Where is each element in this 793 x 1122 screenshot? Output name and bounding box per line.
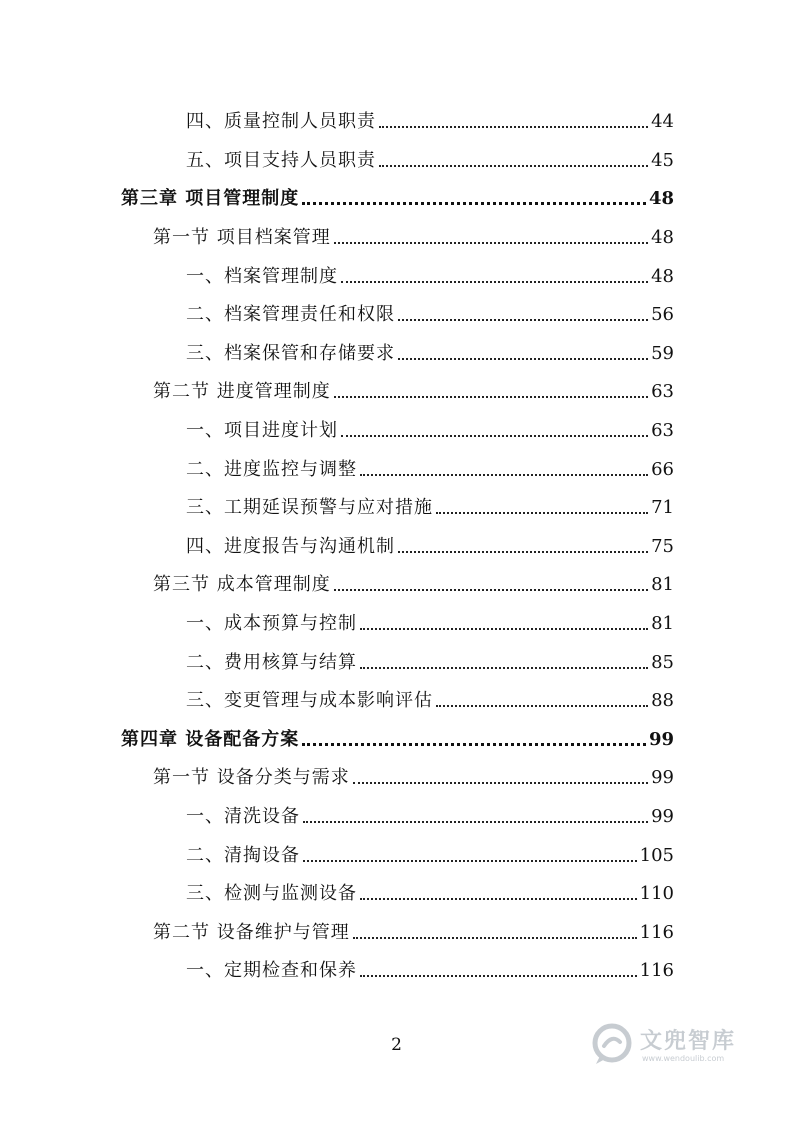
toc-dot-leader xyxy=(353,937,637,939)
toc-entry-title: 第一节 设备分类与需求 xyxy=(153,767,350,789)
toc-entry[interactable] xyxy=(0,834,793,873)
toc-entry-page: 81 xyxy=(651,574,674,596)
toc-dot-leader xyxy=(302,202,646,205)
toc-dot-leader xyxy=(353,782,648,784)
toc-entry[interactable] xyxy=(0,526,793,565)
toc-entry-title: 二、档案管理责任和权限 xyxy=(186,304,395,326)
toc-entry-page: 45 xyxy=(651,149,674,171)
toc-entry[interactable] xyxy=(0,217,793,256)
toc-entry[interactable] xyxy=(0,796,793,835)
watermark xyxy=(590,1018,760,1078)
toc-entry-title: 第三节 成本管理制度 xyxy=(153,574,331,596)
toc-dot-leader xyxy=(341,435,648,437)
toc-entry-page: 81 xyxy=(651,613,674,635)
toc-entry-title: 三、工期延误预警与应对措施 xyxy=(186,497,433,519)
toc-entry-title: 第二节 设备维护与管理 xyxy=(153,921,350,943)
toc-entry-title: 第三章 项目管理制度 xyxy=(121,188,300,210)
toc-entry-page: 71 xyxy=(651,497,674,519)
toc-entry-page: 99 xyxy=(648,728,674,750)
toc-entry-title: 二、进度监控与调整 xyxy=(186,458,357,480)
toc-entry-page: 85 xyxy=(651,651,674,673)
toc-entry[interactable] xyxy=(0,911,793,950)
toc-dot-leader xyxy=(398,551,648,553)
toc-entry-title: 三、变更管理与成本影响评估 xyxy=(186,690,433,712)
toc-entry[interactable] xyxy=(0,140,793,179)
toc-entry-page: 59 xyxy=(651,342,674,364)
toc-dot-leader xyxy=(398,319,648,321)
toc-entry-page: 99 xyxy=(651,805,674,827)
toc-entry[interactable] xyxy=(0,410,793,449)
toc-dot-leader xyxy=(334,242,648,244)
toc-entry[interactable] xyxy=(0,873,793,912)
toc-entry[interactable] xyxy=(0,487,793,526)
toc-entry[interactable] xyxy=(0,371,793,410)
toc-entry-page: 44 xyxy=(651,111,674,133)
toc-dot-leader xyxy=(360,667,648,669)
toc-entry[interactable] xyxy=(0,950,793,989)
toc-dot-leader xyxy=(302,743,646,746)
toc-entry-title: 一、定期检查和保养 xyxy=(186,960,357,982)
toc-entry-title: 一、成本预算与控制 xyxy=(186,613,357,635)
toc-dot-leader xyxy=(334,589,648,591)
toc-entry-page: 48 xyxy=(648,188,674,210)
toc-entry-page: 88 xyxy=(651,690,674,712)
toc-entry[interactable] xyxy=(0,101,793,140)
table-of-contents xyxy=(0,101,793,989)
toc-entry-title: 三、档案保管和存储要求 xyxy=(186,342,395,364)
toc-entry-page: 56 xyxy=(651,304,674,326)
page-number: 2 xyxy=(391,1035,402,1055)
toc-entry[interactable] xyxy=(0,255,793,294)
toc-entry[interactable] xyxy=(0,448,793,487)
toc-entry[interactable] xyxy=(0,294,793,333)
toc-dot-leader xyxy=(360,898,637,900)
toc-entry-title: 四、进度报告与沟通机制 xyxy=(186,535,395,557)
toc-entry[interactable] xyxy=(0,641,793,680)
toc-dot-leader xyxy=(303,860,637,862)
toc-entry-title: 一、清洗设备 xyxy=(186,805,300,827)
toc-entry-page: 48 xyxy=(651,227,674,249)
toc-dot-leader xyxy=(398,358,648,360)
toc-entry[interactable] xyxy=(0,333,793,372)
toc-entry[interactable] xyxy=(0,603,793,642)
toc-dot-leader xyxy=(303,821,648,823)
toc-dot-leader xyxy=(360,474,648,476)
toc-entry[interactable] xyxy=(0,564,793,603)
toc-entry-title: 一、项目进度计划 xyxy=(186,420,338,442)
toc-dot-leader xyxy=(379,165,648,167)
watermark-title: 文兜智库 xyxy=(640,1029,737,1054)
toc-entry-page: 105 xyxy=(639,844,674,866)
toc-entry-title: 第四章 设备配备方案 xyxy=(121,728,300,750)
toc-dot-leader xyxy=(360,975,637,977)
toc-dot-leader xyxy=(341,281,648,283)
toc-entry-page: 116 xyxy=(639,960,674,982)
toc-dot-leader xyxy=(334,396,648,398)
chat-bubble-logo-icon xyxy=(590,1022,634,1066)
toc-entry-title: 二、清掏设备 xyxy=(186,844,300,866)
toc-entry-title: 第二节 进度管理制度 xyxy=(153,381,331,403)
toc-entry-title: 第一节 项目档案管理 xyxy=(153,227,331,249)
toc-entry-title: 三、检测与监测设备 xyxy=(186,883,357,905)
toc-entry[interactable] xyxy=(0,680,793,719)
toc-dot-leader xyxy=(436,512,648,514)
watermark-url: www.wendoulib.com xyxy=(642,1054,725,1063)
toc-entry-page: 63 xyxy=(651,381,674,403)
toc-entry-page: 110 xyxy=(639,883,674,905)
toc-entry-page: 116 xyxy=(639,921,674,943)
toc-entry-page: 66 xyxy=(651,458,674,480)
toc-entry-page: 75 xyxy=(651,535,674,557)
toc-entry[interactable] xyxy=(0,178,793,217)
toc-entry-page: 99 xyxy=(651,767,674,789)
toc-entry[interactable] xyxy=(0,719,793,758)
toc-entry-title: 二、费用核算与结算 xyxy=(186,651,357,673)
toc-dot-leader xyxy=(360,628,648,630)
toc-dot-leader xyxy=(436,705,648,707)
toc-entry-title: 四、质量控制人员职责 xyxy=(186,111,376,133)
toc-entry-page: 48 xyxy=(651,265,674,287)
toc-entry[interactable] xyxy=(0,757,793,796)
toc-dot-leader xyxy=(379,126,648,128)
toc-entry-title: 五、项目支持人员职责 xyxy=(186,149,376,171)
toc-entry-title: 一、档案管理制度 xyxy=(186,265,338,287)
toc-entry-page: 63 xyxy=(651,420,674,442)
